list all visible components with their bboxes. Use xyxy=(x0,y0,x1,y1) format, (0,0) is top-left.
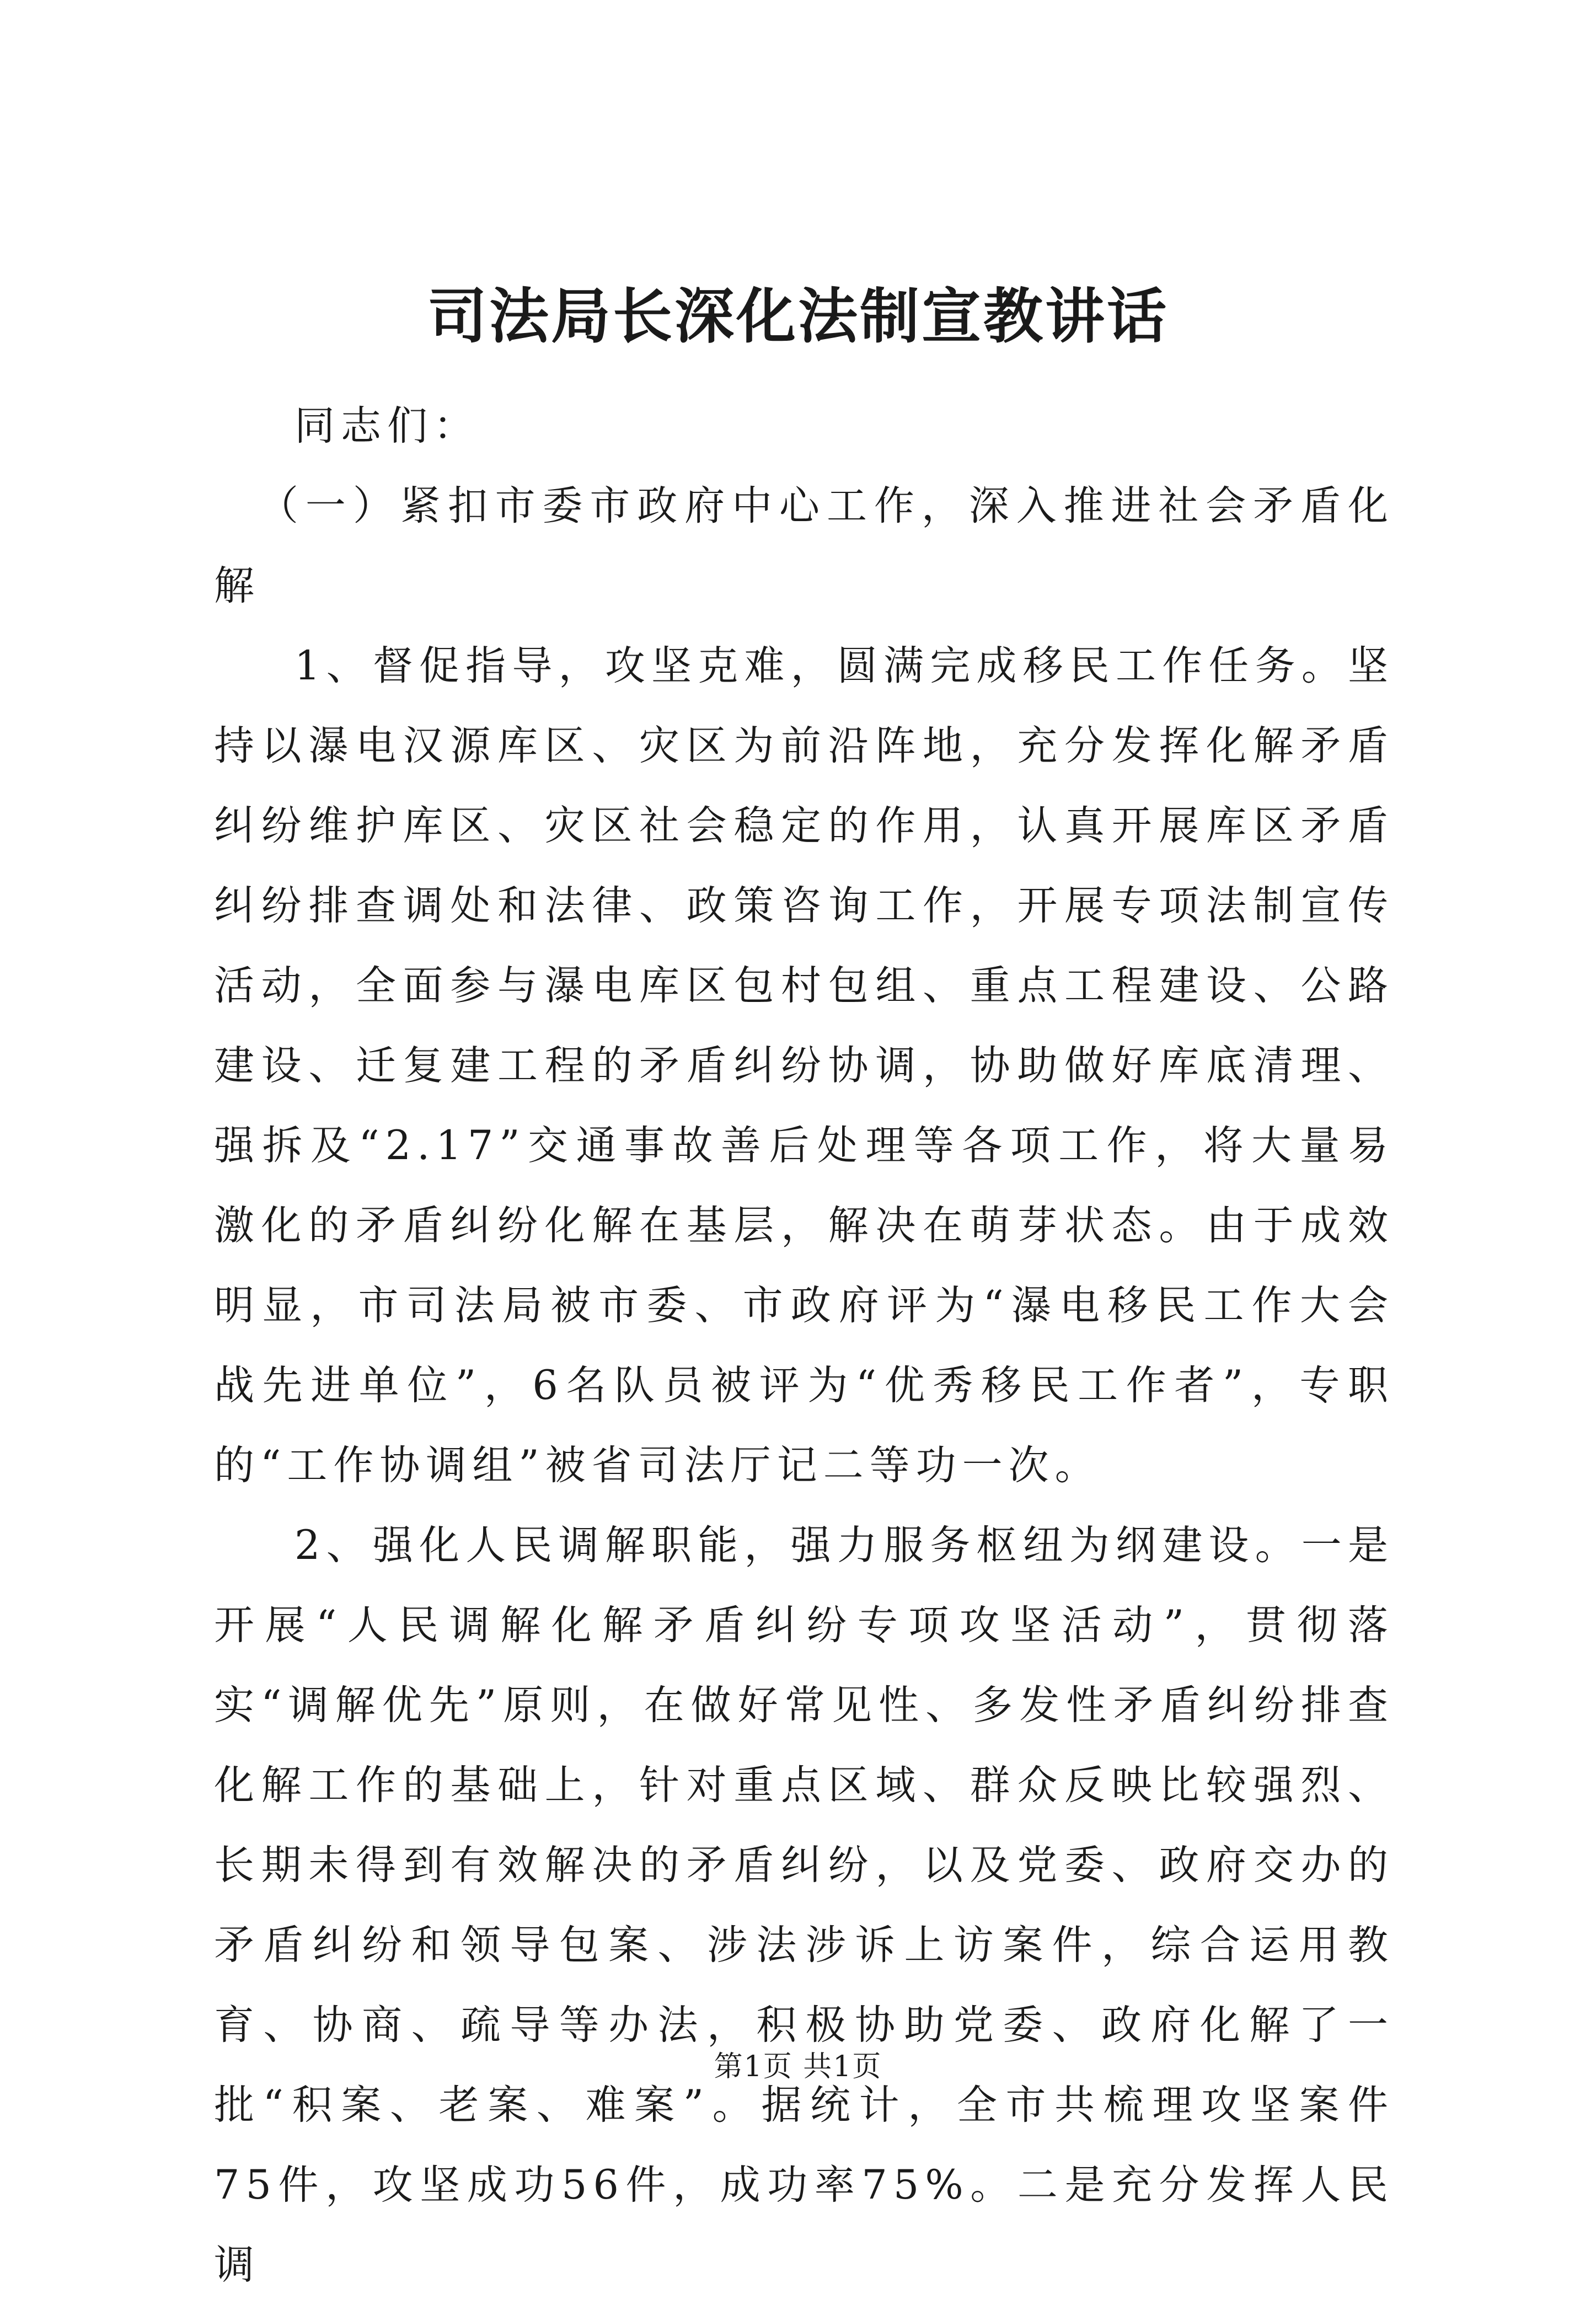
section-heading: （一）紧扣市委市政府中心工作，深入推进社会矛盾化解 xyxy=(214,483,1394,609)
paragraph-2: 2、强化人民调解职能，强力服务枢纽为纲建设。一是开展“人民调解化解矛盾纠纷专项攻坚活动”，贯彻落实“调解优先”原则，在做好常见性、多发性矛盾纠纷排查化解工作的基础上，针对重点区域、群众反映比较强烈、长期未得到有效解决的矛盾纠纷，以及党委、政府交办的矛盾纠纷和领导包案、涉法涉诉上访案件，综合运用教育、协商、疏导等办法，积极协助党委、政府化解了一批“积案、老案、难案”。据统计，全市共梳理攻坚案件75件，攻坚成功56件，成功率75%。二是充分发挥人民调 xyxy=(214,1522,1394,2288)
document-body xyxy=(214,386,1394,2305)
paragraph-1: 1、督促指导，攻坚克难，圆满完成移民工作任务。坚持以瀑电汉源库区、灾区为前沿阵地，充分发挥化解矛盾纠纷维护库区、灾区社会稳定的作用，认真开展库区矛盾纠纷排查调处和法律、政策咨询工作，开展专项法制宣传活动，全面参与瀑电库区包村包组、重点工程建设、公路建设、迁复建工程的矛盾纠纷协调，协助做好库底清理、强拆及“2.17”交通事故善后处理等各项工作，将大量易激化的矛盾纠纷化解在基层，解决在萌芽状态。由于成效明显，市司法局被市委、市政府评为“瀑电移民工作大会战先进单位”，6名队员被评为“优秀移民工作者”，专职的“工作协调组”被省司法厅记二等功一次。 xyxy=(214,642,1394,1489)
document-title: 司法局长深化法制宣教讲话 xyxy=(427,282,1169,351)
salutation: 同志们： xyxy=(294,403,480,449)
page-footer: 第1页 共1页 xyxy=(714,2050,882,2083)
